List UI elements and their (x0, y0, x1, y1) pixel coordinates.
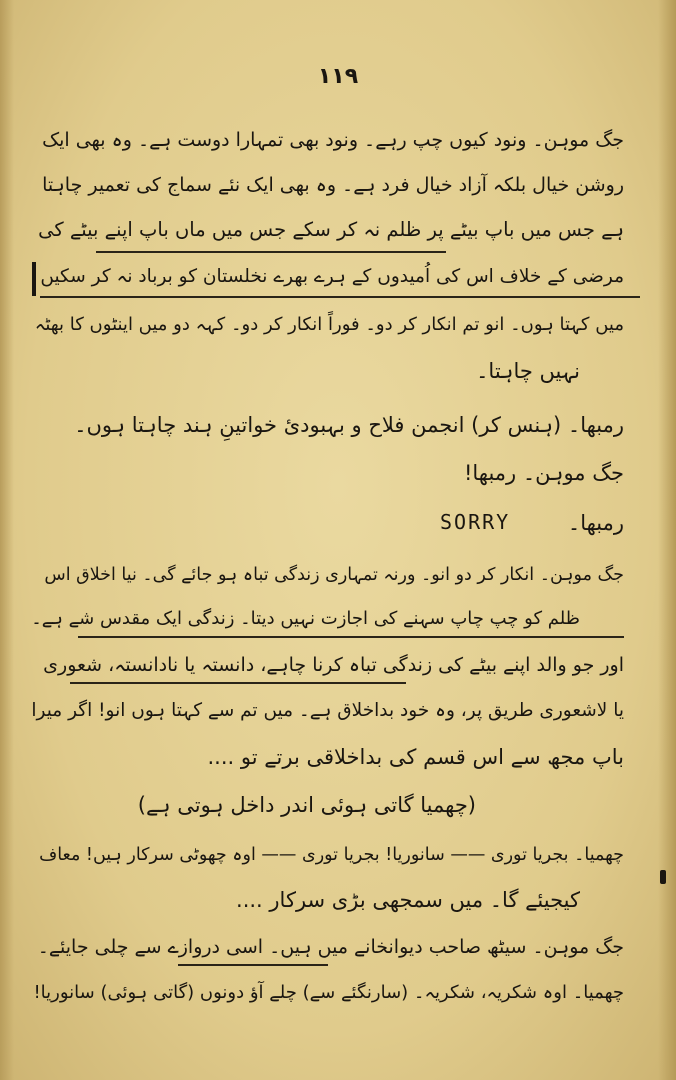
text-line-12: یا لاشعوری طریق پر، وہ خود بداخلاق ہے۔ میں تم سے کہتا ہوں انو! اگر میرا (31, 700, 624, 721)
text-line-11: اور جو والد اپنے بیٹے کی زندگی تباہ کرنا چاہے، دانستہ یا نادانستہ، شعوری (43, 654, 624, 676)
text-line-7: رمبھا۔ (ہنس کر) انجمن فلاح و بہبودیٔ خواتینِ ہند چاہتا ہوں۔ (74, 413, 624, 437)
margin-bracket-mark (32, 262, 36, 296)
page-shadow-left (0, 0, 14, 1080)
text-line-13: باپ مجھ سے اس قسم کی بداخلاقی برتے تو .... (207, 745, 624, 769)
pen-underline-5 (178, 964, 328, 966)
speaker-rambha: رمبھا۔ (567, 511, 624, 535)
text-line-16: جگ موہن۔ سیٹھ صاحب دیوانخانے میں ہیں۔ اسی دروازے سے چلی جایئے۔ (37, 936, 624, 958)
pen-underline-2 (40, 296, 640, 298)
text-line-17: چھمیا۔ اوہ شکریہ، شکریہ۔ (سارنگئے سے) چلے آؤ دونوں (گاتی ہوئی) سانوریا! (33, 982, 624, 1003)
page-shadow-right (658, 0, 676, 1080)
text-line-3: ہے جس میں باپ بیٹے پر ظلم نہ کر سکے جس میں ماں باپ اپنے بیٹے کی (38, 218, 624, 241)
text-line-15: کیجیئے گا۔ میں سمجھی بڑی سرکار .... (236, 888, 580, 912)
text-line-1: جگ موہن۔ ونود کیوں چپ رہے۔ ونود بھی تمہارا دوست ہے۔ وہ بھی ایک (42, 129, 624, 151)
pen-underline-4 (70, 682, 406, 684)
text-line-5: میں کہتا ہوں۔ انو تم انکار کر دو۔ فوراً انکار کر دو۔ کہہ دو میں اینٹوں کا بھٹہ (34, 314, 624, 335)
margin-ink-speck (660, 870, 666, 884)
text-line-2: روشن خیال بلکہ آزاد خیال فرد ہے۔ وہ بھی ایک نئے سماج کی تعمیر چاہتا (42, 174, 624, 196)
text-line-14: چھمیا۔ بجریا توری —— سانوریا! بجریا توری —— اوہ چھوٹی سرکار ہیں! معاف (39, 845, 624, 865)
stage-direction-1: (چھمیا گاتی ہوئی اندر داخل ہوتی ہے) (137, 793, 476, 817)
text-line-4: مرضی کے خلاف اس کی اُمیدوں کے ہرے بھرے نخلستان کو برباد نہ کر سکیں (40, 266, 624, 287)
text-line-10: ظلم کو چپ چاپ سہنے کی اجازت نہیں دیتا۔ زندگی ایک مقدس شے ہے۔ (31, 608, 580, 629)
text-line-9: جگ موہن۔ انکار کر دو انو۔ ورنہ تمہاری زندگی تباہ ہو جائے گی۔ نیا اخلاق اس (44, 565, 624, 585)
pen-underline-1 (96, 251, 446, 253)
text-line-6: نہیں چاہتا۔ (476, 359, 580, 383)
text-line-8: جگ موہن۔ رمبھا! (463, 461, 624, 485)
page-number: ۱۱۹ (317, 64, 359, 89)
pen-underline-3 (78, 636, 624, 638)
latin-word-sorry: SORRY (440, 510, 511, 534)
